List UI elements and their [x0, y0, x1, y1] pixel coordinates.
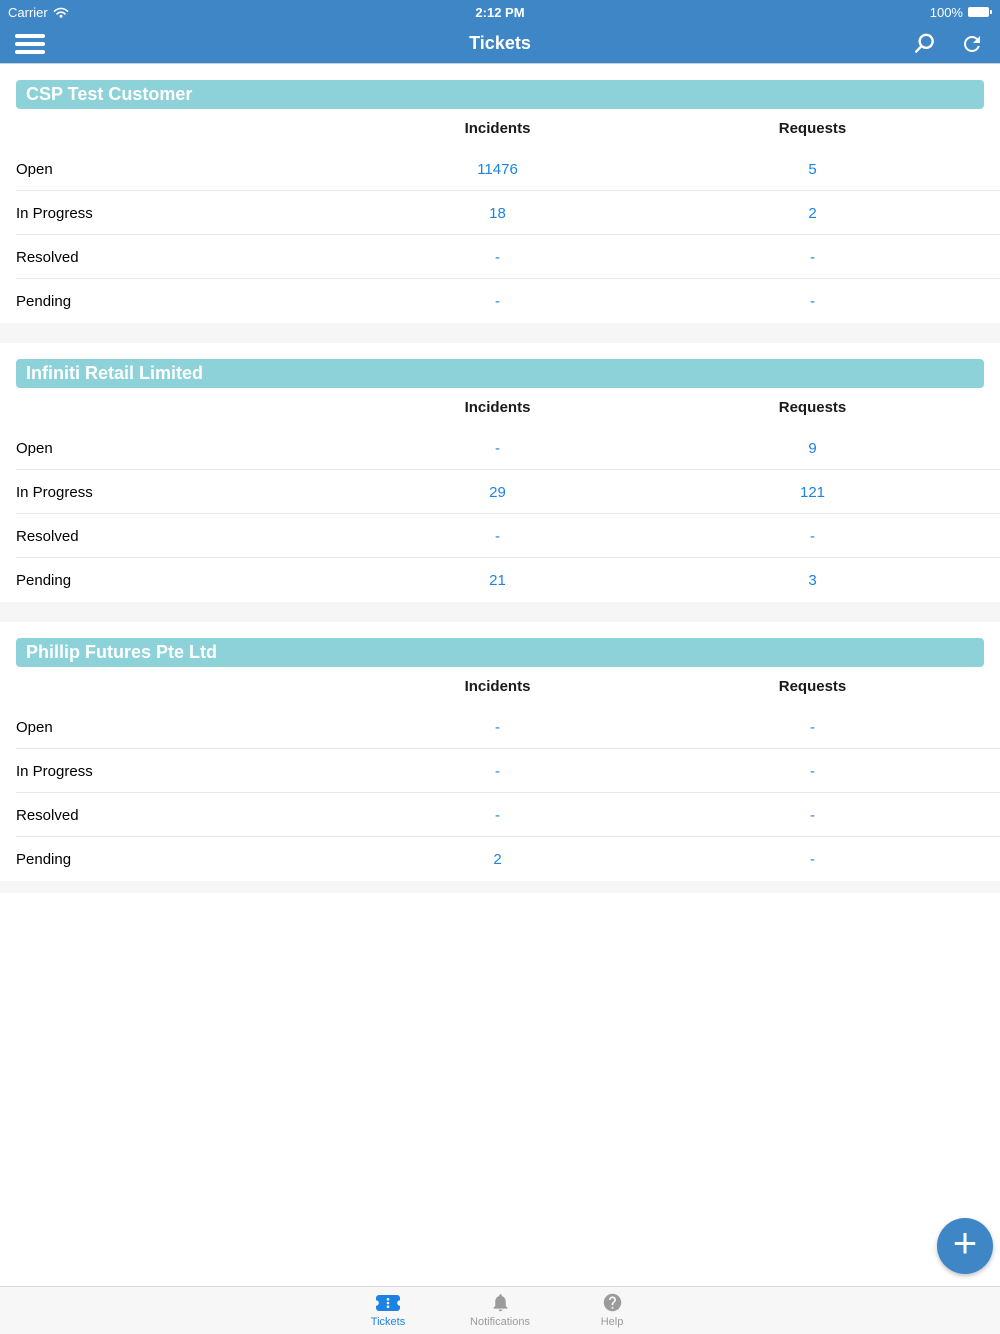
incidents-count-link[interactable]: -	[495, 292, 500, 310]
ticket-icon	[375, 1293, 401, 1313]
requests-count-link[interactable]: 121	[799, 483, 826, 501]
wifi-icon	[53, 6, 69, 18]
requests-count-link[interactable]: 2	[808, 204, 817, 222]
column-header-row	[0, 109, 1000, 147]
search-icon[interactable]	[911, 31, 937, 57]
table-row	[0, 191, 1000, 235]
customer-section	[0, 64, 1000, 323]
table-row	[0, 470, 1000, 514]
table-row	[0, 558, 1000, 602]
column-header-incidents: Incidents	[464, 119, 531, 137]
requests-count-link[interactable]: 9	[808, 439, 817, 457]
status-left	[8, 5, 128, 20]
tab-tickets[interactable]	[332, 1287, 444, 1334]
row-label: Open	[16, 718, 53, 736]
requests-count-link[interactable]: -	[810, 850, 815, 868]
requests-count-link[interactable]: -	[810, 806, 815, 824]
status-right	[872, 5, 992, 20]
customer-section	[0, 622, 1000, 881]
incidents-count-link[interactable]: -	[495, 718, 500, 736]
table-row	[0, 705, 1000, 749]
incidents-count-link[interactable]: -	[495, 806, 500, 824]
battery-percent: 100%	[929, 4, 963, 20]
customer-section	[0, 343, 1000, 602]
tab-help[interactable]	[556, 1287, 668, 1334]
table-row	[0, 749, 1000, 793]
row-label: Open	[16, 160, 53, 178]
help-icon	[602, 1293, 623, 1313]
add-ticket-button[interactable]: +	[937, 1218, 993, 1274]
table-row	[0, 279, 1000, 323]
table-row	[0, 426, 1000, 470]
incidents-count-link[interactable]: 29	[489, 483, 506, 501]
page-title: Tickets	[469, 33, 531, 53]
nav-actions	[911, 31, 985, 57]
section-divider	[0, 323, 1000, 343]
column-header-incidents: Incidents	[464, 677, 531, 695]
clock: 2:12 PM	[475, 4, 525, 20]
section-title: Phillip Futures Pte Ltd	[16, 638, 984, 667]
incidents-count-link[interactable]: 11476	[477, 160, 518, 178]
table-row	[0, 514, 1000, 558]
row-label: Resolved	[16, 527, 79, 545]
column-header-row	[0, 667, 1000, 705]
requests-count-link[interactable]: 3	[808, 571, 817, 589]
row-label: Resolved	[16, 806, 79, 824]
refresh-icon[interactable]	[959, 31, 985, 57]
column-header-requests: Requests	[778, 119, 847, 137]
tab-label: Tickets	[370, 1316, 406, 1328]
tab-bar	[0, 1286, 1000, 1334]
table-row	[0, 793, 1000, 837]
incidents-count-link[interactable]: 21	[489, 571, 506, 589]
row-label: Open	[16, 439, 53, 457]
section-title: CSP Test Customer	[16, 80, 984, 109]
menu-icon[interactable]	[15, 34, 45, 54]
section-divider	[0, 602, 1000, 622]
row-label: Pending	[16, 850, 72, 868]
carrier-label: Carrier	[8, 4, 48, 20]
section-divider	[0, 881, 1000, 893]
row-label: In Progress	[16, 204, 93, 222]
requests-count-link[interactable]: 5	[808, 160, 817, 178]
requests-count-link[interactable]: -	[810, 527, 815, 545]
incidents-count-link[interactable]: 2	[493, 850, 502, 868]
incidents-count-link[interactable]: -	[495, 439, 500, 457]
tab-notifications[interactable]	[444, 1287, 556, 1334]
incidents-count-link[interactable]: 18	[489, 204, 506, 222]
nav-bar	[0, 24, 1000, 64]
requests-count-link[interactable]: -	[810, 248, 815, 266]
requests-count-link[interactable]: -	[810, 718, 815, 736]
column-header-incidents: Incidents	[464, 398, 531, 416]
battery-icon	[968, 7, 992, 17]
row-label: Resolved	[16, 248, 79, 266]
row-label: Pending	[16, 571, 72, 589]
table-row	[0, 837, 1000, 881]
incidents-count-link[interactable]: -	[495, 527, 500, 545]
column-header-requests: Requests	[778, 398, 847, 416]
row-label: In Progress	[16, 762, 93, 780]
status-bar	[0, 0, 1000, 24]
incidents-count-link[interactable]: -	[495, 762, 500, 780]
tab-label: Notifications	[470, 1316, 530, 1328]
tab-label: Help	[600, 1316, 624, 1328]
bell-icon	[490, 1293, 511, 1313]
column-header-row	[0, 388, 1000, 426]
row-label: Pending	[16, 292, 72, 310]
requests-count-link[interactable]: -	[810, 292, 815, 310]
requests-count-link[interactable]: -	[810, 762, 815, 780]
row-label: In Progress	[16, 483, 93, 501]
table-row	[0, 147, 1000, 191]
column-header-requests: Requests	[778, 677, 847, 695]
section-title: Infiniti Retail Limited	[16, 359, 984, 388]
incidents-count-link[interactable]: -	[495, 248, 500, 266]
table-row	[0, 235, 1000, 279]
